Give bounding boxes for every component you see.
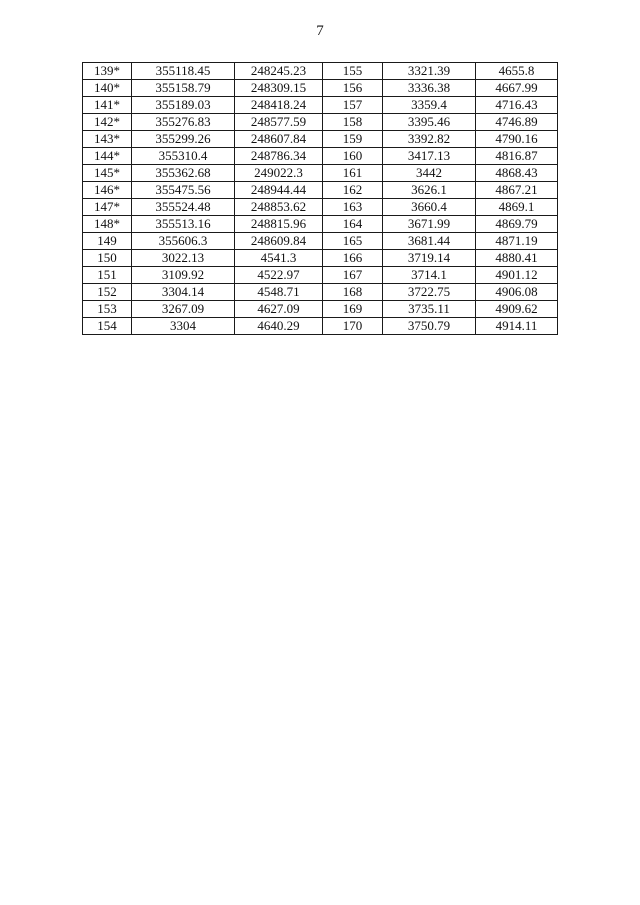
- y-coordinate-cell: 248607.84: [235, 131, 323, 148]
- point-number-cell: 152: [83, 284, 132, 301]
- point-number-cell: 149: [83, 233, 132, 250]
- point-number-cell: 169: [323, 301, 383, 318]
- point-number-cell: 139*: [83, 63, 132, 80]
- point-number-cell: 168: [323, 284, 383, 301]
- y-coordinate-cell: 248577.59: [235, 114, 323, 131]
- y-coordinate-cell: 4869.1: [476, 199, 558, 216]
- point-number-cell: 170: [323, 318, 383, 335]
- y-coordinate-cell: 249022.3: [235, 165, 323, 182]
- x-coordinate-cell: 355310.4: [132, 148, 235, 165]
- point-number-cell: 164: [323, 216, 383, 233]
- coordinates-table: [82, 62, 558, 335]
- x-coordinate-cell: 3321.39: [383, 63, 476, 80]
- y-coordinate-cell: 4909.62: [476, 301, 558, 318]
- y-coordinate-cell: 4790.16: [476, 131, 558, 148]
- x-coordinate-cell: 355276.83: [132, 114, 235, 131]
- x-coordinate-cell: 355524.48: [132, 199, 235, 216]
- point-number-cell: 151: [83, 267, 132, 284]
- point-number-cell: 140*: [83, 80, 132, 97]
- y-coordinate-cell: 4541.3: [235, 250, 323, 267]
- y-coordinate-cell: 248944.44: [235, 182, 323, 199]
- point-number-cell: 158: [323, 114, 383, 131]
- point-number-cell: 161: [323, 165, 383, 182]
- y-coordinate-cell: 248786.34: [235, 148, 323, 165]
- y-coordinate-cell: 4655.8: [476, 63, 558, 80]
- x-coordinate-cell: 3719.14: [383, 250, 476, 267]
- x-coordinate-cell: 3109.92: [132, 267, 235, 284]
- y-coordinate-cell: 4901.12: [476, 267, 558, 284]
- point-number-cell: 157: [323, 97, 383, 114]
- point-number-cell: 154: [83, 318, 132, 335]
- y-coordinate-cell: 4880.41: [476, 250, 558, 267]
- x-coordinate-cell: 355362.68: [132, 165, 235, 182]
- table-row: [83, 182, 558, 199]
- point-number-cell: 155: [323, 63, 383, 80]
- y-coordinate-cell: 4548.71: [235, 284, 323, 301]
- table-row: [83, 148, 558, 165]
- x-coordinate-cell: 3417.13: [383, 148, 476, 165]
- table-row: [83, 63, 558, 80]
- y-coordinate-cell: 4716.43: [476, 97, 558, 114]
- page-number: 7: [316, 23, 324, 39]
- table-row: [83, 216, 558, 233]
- point-number-cell: 166: [323, 250, 383, 267]
- x-coordinate-cell: 3392.82: [383, 131, 476, 148]
- table-row: [83, 131, 558, 148]
- y-coordinate-cell: 4522.97: [235, 267, 323, 284]
- point-number-cell: 160: [323, 148, 383, 165]
- y-coordinate-cell: 4868.43: [476, 165, 558, 182]
- table-row: [83, 250, 558, 267]
- y-coordinate-cell: 248815.96: [235, 216, 323, 233]
- y-coordinate-cell: 4816.87: [476, 148, 558, 165]
- x-coordinate-cell: 3395.46: [383, 114, 476, 131]
- y-coordinate-cell: 248418.24: [235, 97, 323, 114]
- x-coordinate-cell: 3336.38: [383, 80, 476, 97]
- y-coordinate-cell: 4640.29: [235, 318, 323, 335]
- x-coordinate-cell: 355189.03: [132, 97, 235, 114]
- point-number-cell: 153: [83, 301, 132, 318]
- point-number-cell: 143*: [83, 131, 132, 148]
- x-coordinate-cell: 3442: [383, 165, 476, 182]
- x-coordinate-cell: 3359.4: [383, 97, 476, 114]
- coordinates-table-body: [83, 63, 558, 335]
- x-coordinate-cell: 3022.13: [132, 250, 235, 267]
- point-number-cell: 146*: [83, 182, 132, 199]
- point-number-cell: 142*: [83, 114, 132, 131]
- point-number-cell: 150: [83, 250, 132, 267]
- x-coordinate-cell: 355606.3: [132, 233, 235, 250]
- x-coordinate-cell: 3735.11: [383, 301, 476, 318]
- y-coordinate-cell: 4914.11: [476, 318, 558, 335]
- y-coordinate-cell: 4867.21: [476, 182, 558, 199]
- point-number-cell: 144*: [83, 148, 132, 165]
- table-row: [83, 233, 558, 250]
- table-row: [83, 80, 558, 97]
- x-coordinate-cell: 3626.1: [383, 182, 476, 199]
- x-coordinate-cell: 3750.79: [383, 318, 476, 335]
- table-row: [83, 114, 558, 131]
- y-coordinate-cell: 4667.99: [476, 80, 558, 97]
- x-coordinate-cell: 355475.56: [132, 182, 235, 199]
- x-coordinate-cell: 355299.26: [132, 131, 235, 148]
- y-coordinate-cell: 248309.15: [235, 80, 323, 97]
- table-row: [83, 301, 558, 318]
- table-row: [83, 284, 558, 301]
- x-coordinate-cell: 3722.75: [383, 284, 476, 301]
- point-number-cell: 147*: [83, 199, 132, 216]
- point-number-cell: 148*: [83, 216, 132, 233]
- y-coordinate-cell: 248245.23: [235, 63, 323, 80]
- x-coordinate-cell: 355158.79: [132, 80, 235, 97]
- x-coordinate-cell: 3660.4: [383, 199, 476, 216]
- table-row: [83, 165, 558, 182]
- point-number-cell: 167: [323, 267, 383, 284]
- x-coordinate-cell: 355118.45: [132, 63, 235, 80]
- y-coordinate-cell: 248609.84: [235, 233, 323, 250]
- point-number-cell: 163: [323, 199, 383, 216]
- point-number-cell: 145*: [83, 165, 132, 182]
- y-coordinate-cell: 248853.62: [235, 199, 323, 216]
- y-coordinate-cell: 4906.08: [476, 284, 558, 301]
- point-number-cell: 159: [323, 131, 383, 148]
- x-coordinate-cell: 3267.09: [132, 301, 235, 318]
- table-row: [83, 97, 558, 114]
- point-number-cell: 162: [323, 182, 383, 199]
- point-number-cell: 165: [323, 233, 383, 250]
- x-coordinate-cell: 3681.44: [383, 233, 476, 250]
- y-coordinate-cell: 4627.09: [235, 301, 323, 318]
- table-row: [83, 318, 558, 335]
- table-row: [83, 199, 558, 216]
- y-coordinate-cell: 4869.79: [476, 216, 558, 233]
- table-row: [83, 267, 558, 284]
- x-coordinate-cell: 3714.1: [383, 267, 476, 284]
- x-coordinate-cell: 3671.99: [383, 216, 476, 233]
- point-number-cell: 141*: [83, 97, 132, 114]
- x-coordinate-cell: 3304.14: [132, 284, 235, 301]
- point-number-cell: 156: [323, 80, 383, 97]
- y-coordinate-cell: 4871.19: [476, 233, 558, 250]
- y-coordinate-cell: 4746.89: [476, 114, 558, 131]
- x-coordinate-cell: 3304: [132, 318, 235, 335]
- x-coordinate-cell: 355513.16: [132, 216, 235, 233]
